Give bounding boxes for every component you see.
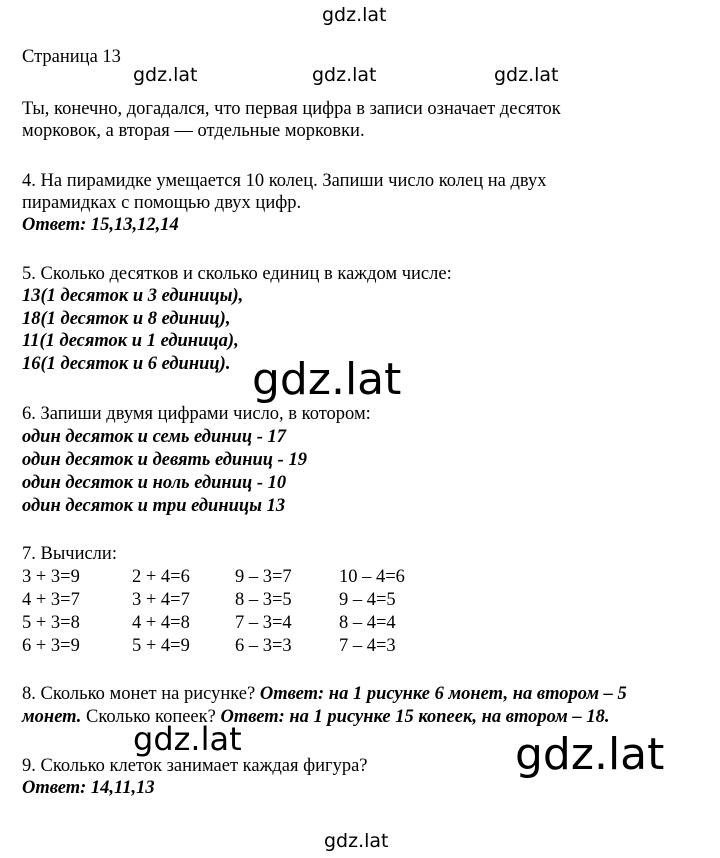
page-label: Страница 13 xyxy=(22,47,121,67)
task5-question: 5. Сколько десятков и сколько единиц в каждом числе: xyxy=(22,264,452,284)
task8-answer-1: Ответ: на 1 рисунке 6 монет, на втором – 5 xyxy=(259,684,627,704)
calc-c2-r1: 2 + 4=6 xyxy=(132,567,190,587)
calc-c1-r1: 3 + 3=9 xyxy=(22,567,80,587)
task4-line-1: 4. На пирамидке умещается 10 колец. Запиши число колец на двух xyxy=(22,171,547,191)
task8-line-1 xyxy=(22,683,627,705)
task5-answer-2: 18(1 десяток и 8 единиц), xyxy=(22,309,231,329)
task6-answer-1: один десяток и семь единиц - 17 xyxy=(22,427,287,447)
calc-c3-r4: 6 – 3=3 xyxy=(235,636,292,656)
task8-question-2: Сколько копеек? xyxy=(86,707,216,727)
task5-answer-1: 13(1 десяток и 3 единицы), xyxy=(22,286,244,306)
task8-question-1: 8. Сколько монет на рисунке? xyxy=(22,684,256,704)
calc-c3-r3: 7 – 3=4 xyxy=(235,613,292,633)
calc-c4-r4: 7 – 4=3 xyxy=(339,636,396,656)
calc-c3-r2: 8 – 3=5 xyxy=(235,590,292,610)
watermark-row-3: gdz.lat xyxy=(494,64,559,86)
task8-answer-2: Ответ: на 1 рисунке 15 копеек, на втором – 18. xyxy=(220,707,610,727)
task8-answer-1-cont: монет. xyxy=(22,707,82,727)
task9-answer: Ответ: 14,11,13 xyxy=(22,778,155,798)
calc-c2-r4: 5 + 4=9 xyxy=(132,636,190,656)
task6-answer-3: один десяток и ноль единиц - 10 xyxy=(22,473,287,493)
watermark-bottom: gdz.lat xyxy=(324,830,389,852)
calc-c2-r2: 3 + 4=7 xyxy=(132,590,190,610)
task6-answer-4: один десяток и три единицы 13 xyxy=(22,496,286,516)
watermark-row-2: gdz.lat xyxy=(312,64,377,86)
calc-c2-r3: 4 + 4=8 xyxy=(132,613,190,633)
task6-answer-2: один десяток и девять единиц - 19 xyxy=(22,450,307,470)
task8-line-2 xyxy=(22,706,609,728)
task7-title: 7. Вычисли: xyxy=(22,544,117,564)
watermark-row-1: gdz.lat xyxy=(133,64,198,86)
watermark-lower-left: gdz.lat xyxy=(133,720,242,758)
task4-line-2: пирамидках с помощью двух цифр. xyxy=(22,193,302,213)
watermark-lower-right-big: gdz.lat xyxy=(515,729,665,780)
calc-c3-r1: 9 – 3=7 xyxy=(235,567,292,587)
calc-c4-r1: 10 – 4=6 xyxy=(339,567,405,587)
calc-c4-r2: 9 – 4=5 xyxy=(339,590,396,610)
task5-answer-3: 11(1 десяток и 1 единица), xyxy=(22,331,239,351)
task9-question: 9. Сколько клеток занимает каждая фигура? xyxy=(22,756,368,776)
intro-line-1: Ты, конечно, догадался, что первая цифра в записи означает десяток xyxy=(22,99,561,119)
task6-question: 6. Запиши двумя цифрами число, в котором: xyxy=(22,404,371,424)
intro-line-2: морковок, а вторая — отдельные морковки. xyxy=(22,121,365,141)
watermark-top: gdz.lat xyxy=(322,4,387,26)
calc-c1-r3: 5 + 3=8 xyxy=(22,613,80,633)
calc-c1-r4: 6 + 3=9 xyxy=(22,636,80,656)
calc-c4-r3: 8 – 4=4 xyxy=(339,613,396,633)
watermark-mid-big: gdz.lat xyxy=(252,354,402,405)
task4-answer: Ответ: 15,13,12,14 xyxy=(22,215,179,235)
calc-c1-r2: 4 + 3=7 xyxy=(22,590,80,610)
task5-answer-4: 16(1 десяток и 6 единиц). xyxy=(22,354,231,374)
